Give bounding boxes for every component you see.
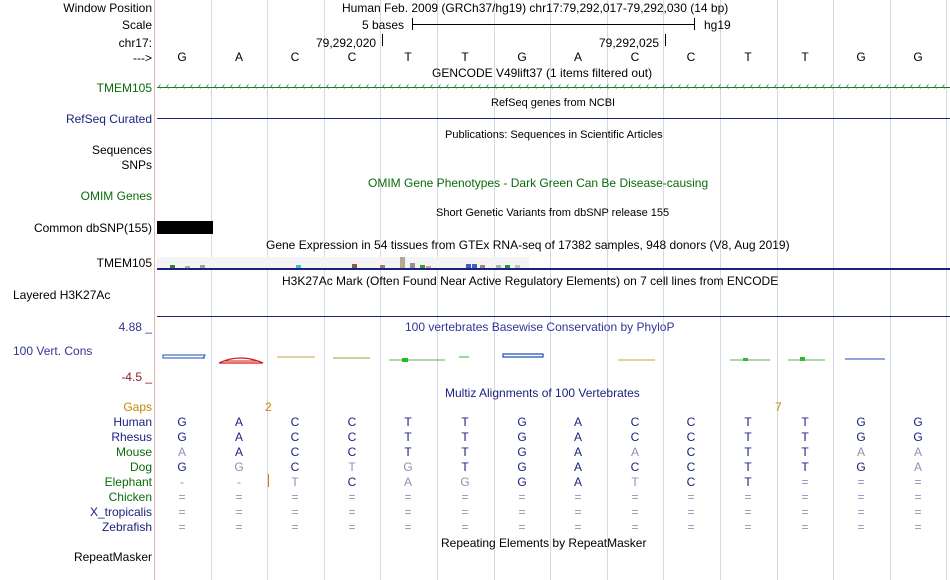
coord-tick-1 xyxy=(382,34,383,46)
aligned-base: G xyxy=(177,415,187,429)
strand-chevron: ‹ xyxy=(798,81,802,92)
aligned-base: G xyxy=(403,460,413,474)
strand-chevron: ‹ xyxy=(718,81,722,92)
strand-chevron: ‹ xyxy=(894,81,898,92)
aligned-base: G xyxy=(177,460,187,474)
multiz-track-title[interactable]: Multiz Alignments of 100 Vertebrates xyxy=(445,386,640,400)
strand-chevron: ‹ xyxy=(926,81,930,92)
strand-chevron: ‹ xyxy=(862,81,866,92)
strand-chevron: ‹ xyxy=(334,81,338,92)
strand-chevron: ‹ xyxy=(246,81,250,92)
aligned-base: C xyxy=(686,430,696,444)
gtex-gene-label[interactable]: TMEM105 xyxy=(96,256,152,270)
strand-chevron: ‹ xyxy=(294,81,298,92)
aligned-base: A xyxy=(573,475,582,489)
reference-base: C xyxy=(290,50,300,64)
strand-chevron: ‹ xyxy=(830,81,834,92)
strand-chevron: ‹ xyxy=(654,81,658,92)
aligned-base: C xyxy=(347,415,357,429)
aligned-base: = xyxy=(914,505,922,519)
refseq-gene-line[interactable] xyxy=(157,118,950,119)
phylop-min-value: -4.5 _ xyxy=(121,370,152,384)
aligned-base: G xyxy=(856,460,866,474)
strand-chevron: ‹ xyxy=(750,81,754,92)
strand-chevron: ‹ xyxy=(910,81,914,92)
db-text: hg19 xyxy=(704,18,731,32)
strand-chevron: ‹ xyxy=(326,81,330,92)
strand-chevron: ‹ xyxy=(646,81,650,92)
species-label[interactable]: Chicken xyxy=(108,490,152,504)
aligned-base: = xyxy=(801,475,809,489)
strand-chevron: ‹ xyxy=(270,81,274,92)
aligned-base: C xyxy=(686,445,696,459)
strand-chevron: ‹ xyxy=(302,81,306,92)
aligned-base: A xyxy=(177,445,186,459)
aligned-base: = xyxy=(574,490,582,504)
phylop-track-title[interactable]: 100 vertebrates Basewise Conservation by PhyloP xyxy=(405,320,675,334)
aligned-base: = xyxy=(857,505,865,519)
strand-chevron: ‹ xyxy=(806,81,810,92)
reference-base: G xyxy=(913,50,923,64)
aligned-base: A xyxy=(913,445,922,459)
strand-chevron: ‹ xyxy=(726,81,730,92)
aligned-base: = xyxy=(291,505,299,519)
reference-base: G xyxy=(177,50,187,64)
strand-chevron: ‹ xyxy=(254,81,258,92)
strand-chevron: ‹ xyxy=(190,81,194,92)
aligned-base: = xyxy=(518,520,526,534)
aligned-base: = xyxy=(744,490,752,504)
strand-chevron: ‹ xyxy=(454,81,458,92)
aligned-base: = xyxy=(687,505,695,519)
phylop-max-value: 4.88 _ xyxy=(118,320,152,334)
strand-chevron: ‹ xyxy=(494,81,498,92)
aligned-base: T xyxy=(461,460,469,474)
aligned-base: A xyxy=(403,475,412,489)
scale-bar xyxy=(412,24,695,25)
gtex-track-title[interactable]: Gene Expression in 54 tissues from GTEx RNA-seq of 17382 samples, 948 donors (V8, Aug 2019) xyxy=(266,238,790,252)
aligned-base: A xyxy=(234,445,243,459)
aligned-base: = xyxy=(348,490,356,504)
dbsnp-variant-block[interactable] xyxy=(157,221,213,234)
strand-chevron: ‹ xyxy=(934,81,938,92)
strand-chevron: ‹ xyxy=(446,81,450,92)
species-label[interactable]: Zebrafish xyxy=(101,520,152,534)
aligned-base: - xyxy=(237,475,241,489)
refseq-label[interactable]: RefSeq Curated xyxy=(65,112,152,126)
strand-chevron: ‹ xyxy=(462,81,466,92)
aligned-base: = xyxy=(857,520,865,534)
aligned-base: = xyxy=(744,520,752,534)
strand-chevron: ‹ xyxy=(846,81,850,92)
aligned-base: C xyxy=(290,430,300,444)
aligned-base: = xyxy=(404,520,412,534)
aligned-base: C xyxy=(290,445,300,459)
aligned-base: G xyxy=(913,415,923,429)
phylop-label[interactable]: 100 Vert. Cons xyxy=(13,344,93,358)
aligned-base: = xyxy=(178,520,186,534)
strand-chevron: ‹ xyxy=(582,81,586,92)
aligned-base: C xyxy=(347,475,357,489)
strand-chevron: ‹ xyxy=(310,81,314,92)
aligned-base: T xyxy=(801,430,809,444)
strand-chevron: ‹ xyxy=(382,81,386,92)
reference-base: C xyxy=(630,50,640,64)
strand-chevron: ‹ xyxy=(670,81,674,92)
strand-chevron: ‹ xyxy=(366,81,370,92)
aligned-base: T xyxy=(801,415,809,429)
strand-chevron: ‹ xyxy=(902,81,906,92)
aligned-base: G xyxy=(234,460,244,474)
aligned-base: A xyxy=(573,445,582,459)
strand-arrow-label: ---> xyxy=(133,51,152,65)
aligned-base: = xyxy=(914,490,922,504)
gap-insertion-marker xyxy=(268,474,269,487)
aligned-base: = xyxy=(914,475,922,489)
strand-chevron: ‹ xyxy=(438,81,442,92)
strand-chevron: ‹ xyxy=(222,81,226,92)
reference-base: T xyxy=(461,50,469,64)
aligned-base: T xyxy=(461,415,469,429)
species-label[interactable]: Mouse xyxy=(115,445,152,459)
strand-chevron: ‹ xyxy=(782,81,786,92)
aligned-base: = xyxy=(631,490,639,504)
strand-chevron: ‹ xyxy=(710,81,714,92)
aligned-base: G xyxy=(517,445,527,459)
strand-chevron: ‹ xyxy=(230,81,234,92)
dbsnp-label[interactable]: Common dbSNP(155) xyxy=(33,221,152,235)
strand-chevron: ‹ xyxy=(774,81,778,92)
aligned-base: T xyxy=(744,475,752,489)
aligned-base: = xyxy=(801,490,809,504)
aligned-base: T xyxy=(348,460,356,474)
strand-chevron: ‹ xyxy=(758,81,762,92)
strand-chevron: ‹ xyxy=(262,81,266,92)
strand-chevron: ‹ xyxy=(422,81,426,92)
strand-chevron: ‹ xyxy=(526,81,530,92)
aligned-base: G xyxy=(460,475,470,489)
aligned-base: G xyxy=(517,430,527,444)
aligned-base: T xyxy=(801,460,809,474)
aligned-base: A xyxy=(234,430,243,444)
aligned-base: = xyxy=(574,505,582,519)
strand-chevron: ‹ xyxy=(390,81,394,92)
strand-chevron: ‹ xyxy=(158,81,162,92)
strand-chevron: ‹ xyxy=(174,81,178,92)
coord-label-1: 79,292,020 xyxy=(316,36,377,50)
aligned-base: A xyxy=(573,460,582,474)
aligned-base: C xyxy=(630,430,640,444)
snps-label[interactable]: SNPs xyxy=(121,158,152,172)
reference-base: C xyxy=(686,50,696,64)
gap-count-1: 2 xyxy=(265,400,272,414)
aligned-base: = xyxy=(631,520,639,534)
aligned-base: G xyxy=(517,475,527,489)
strand-chevron: ‹ xyxy=(358,81,362,92)
aligned-base: C xyxy=(686,475,696,489)
aligned-base: = xyxy=(744,505,752,519)
strand-chevron: ‹ xyxy=(662,81,666,92)
strand-chevron: ‹ xyxy=(342,81,346,92)
strand-chevron: ‹ xyxy=(550,81,554,92)
aligned-base: = xyxy=(801,520,809,534)
aligned-base: = xyxy=(518,490,526,504)
coord-label-2: 79,292,025 xyxy=(599,36,660,50)
strand-chevron: ‹ xyxy=(678,81,682,92)
aligned-base: = xyxy=(235,520,243,534)
aligned-base: C xyxy=(290,460,300,474)
strand-chevron: ‹ xyxy=(566,81,570,92)
strand-chevron: ‹ xyxy=(398,81,402,92)
repeatmasker-track-title[interactable]: Repeating Elements by RepeatMasker xyxy=(441,536,647,550)
strand-chevron: ‹ xyxy=(510,81,514,92)
aligned-base: = xyxy=(348,505,356,519)
strand-chevron: ‹ xyxy=(166,81,170,92)
h3k27ac-track-title[interactable]: H3K27Ac Mark (Often Found Near Active Regulatory Elements) on 7 cell lines from ENCODE xyxy=(282,274,779,288)
aligned-base: C xyxy=(630,415,640,429)
aligned-base: T xyxy=(461,445,469,459)
reference-base: A xyxy=(234,50,243,64)
aligned-base: = xyxy=(631,505,639,519)
aligned-base: A xyxy=(856,445,865,459)
repeatmasker-label[interactable]: RepeatMasker xyxy=(73,550,152,564)
species-label[interactable]: X_tropicalis xyxy=(89,505,152,519)
aligned-base: = xyxy=(857,490,865,504)
aligned-base: = xyxy=(518,505,526,519)
coord-tick-2 xyxy=(665,34,666,46)
h3k27ac-baseline xyxy=(157,316,950,317)
aligned-base: = xyxy=(404,505,412,519)
strand-chevron: ‹ xyxy=(406,81,410,92)
strand-chevron: ‹ xyxy=(822,81,826,92)
strand-chevron: ‹ xyxy=(574,81,578,92)
gencode-gene-label[interactable]: TMEM105 xyxy=(96,81,152,95)
strand-chevron: ‹ xyxy=(638,81,642,92)
aligned-base: T xyxy=(404,415,412,429)
strand-chevron: ‹ xyxy=(182,81,186,92)
aligned-base: = xyxy=(914,520,922,534)
aligned-base: T xyxy=(744,460,752,474)
strand-chevron: ‹ xyxy=(790,81,794,92)
strand-chevron: ‹ xyxy=(598,81,602,92)
h3k27ac-label[interactable]: Layered H3K27Ac xyxy=(13,288,111,302)
aligned-base: = xyxy=(178,505,186,519)
strand-chevron: ‹ xyxy=(590,81,594,92)
aligned-base: G xyxy=(177,430,187,444)
aligned-base: G xyxy=(856,415,866,429)
assembly-position-text: Human Feb. 2009 (GRCh37/hg19) chr17:79,292,017-79,292,030 (14 bp) xyxy=(342,1,729,15)
aligned-base: T xyxy=(291,475,299,489)
gencode-track-title[interactable]: GENCODE V49lift37 (1 items filtered out) xyxy=(432,66,653,80)
strand-chevron: ‹ xyxy=(630,81,634,92)
strand-chevron: ‹ xyxy=(918,81,922,92)
species-label[interactable]: Dog xyxy=(129,460,152,474)
reference-base: G xyxy=(856,50,866,64)
gap-count-2: 7 xyxy=(775,400,782,414)
aligned-base: T xyxy=(631,475,639,489)
strand-chevron: ‹ xyxy=(318,81,322,92)
strand-chevron: ‹ xyxy=(374,81,378,92)
strand-chevron: ‹ xyxy=(198,81,202,92)
aligned-base: T xyxy=(744,445,752,459)
omim-label[interactable]: OMIM Genes xyxy=(80,189,152,203)
strand-chevron: ‹ xyxy=(206,81,210,92)
aligned-base: T xyxy=(461,430,469,444)
strand-chevron: ‹ xyxy=(286,81,290,92)
aligned-base: = xyxy=(857,475,865,489)
strand-chevron: ‹ xyxy=(430,81,434,92)
strand-chevron: ‹ xyxy=(734,81,738,92)
aligned-base: C xyxy=(686,415,696,429)
aligned-base: T xyxy=(801,445,809,459)
strand-chevron: ‹ xyxy=(478,81,482,92)
aligned-base: = xyxy=(178,490,186,504)
label-divider xyxy=(154,0,155,580)
gaps-label[interactable]: Gaps xyxy=(123,400,152,414)
dbsnp-track-title[interactable]: Short Genetic Variants from dbSNP release 155 xyxy=(436,207,670,219)
strand-chevron: ‹ xyxy=(278,81,282,92)
reference-base: T xyxy=(801,50,809,64)
aligned-base: G xyxy=(856,430,866,444)
aligned-base: A xyxy=(573,430,582,444)
strand-chevron: ‹ xyxy=(350,81,354,92)
strand-chevron: ‹ xyxy=(470,81,474,92)
strand-chevron: ‹ xyxy=(766,81,770,92)
aligned-base: = xyxy=(235,490,243,504)
strand-chevron: ‹ xyxy=(878,81,882,92)
aligned-base: T xyxy=(404,430,412,444)
window-position-label: Window Position xyxy=(63,1,152,15)
aligned-base: C xyxy=(630,460,640,474)
sequences-label[interactable]: Sequences xyxy=(91,143,152,157)
reference-base: T xyxy=(744,50,752,64)
reference-base: C xyxy=(347,50,357,64)
strand-chevron: ‹ xyxy=(238,81,242,92)
aligned-base: C xyxy=(347,430,357,444)
aligned-base: = xyxy=(801,505,809,519)
aligned-base: = xyxy=(461,520,469,534)
aligned-base: A xyxy=(573,415,582,429)
aligned-base: G xyxy=(517,415,527,429)
reference-base: A xyxy=(573,50,582,64)
strand-chevron: ‹ xyxy=(942,81,946,92)
aligned-base: A xyxy=(234,415,243,429)
aligned-base: = xyxy=(461,490,469,504)
strand-chevron: ‹ xyxy=(486,81,490,92)
strand-chevron: ‹ xyxy=(502,81,506,92)
species-label[interactable]: Human xyxy=(113,415,152,429)
aligned-base: = xyxy=(291,490,299,504)
strand-chevron: ‹ xyxy=(814,81,818,92)
strand-chevron: ‹ xyxy=(702,81,706,92)
omim-track-title[interactable]: OMIM Gene Phenotypes - Dark Green Can Be Disease-causing xyxy=(368,176,709,190)
phylop-wiggle[interactable] xyxy=(155,348,950,368)
aligned-base: C xyxy=(290,415,300,429)
strand-chevron: ‹ xyxy=(606,81,610,92)
refseq-track-title[interactable]: RefSeq genes from NCBI xyxy=(491,97,616,109)
reference-base: G xyxy=(517,50,527,64)
species-label[interactable]: Elephant xyxy=(104,475,152,489)
aligned-base: = xyxy=(461,505,469,519)
gtex-gene-line xyxy=(157,268,950,270)
aligned-base: T xyxy=(744,415,752,429)
aligned-base: T xyxy=(744,430,752,444)
aligned-base: A xyxy=(630,445,639,459)
aligned-base: A xyxy=(913,460,922,474)
strand-chevron: ‹ xyxy=(622,81,626,92)
aligned-base: = xyxy=(687,520,695,534)
strand-chevron: ‹ xyxy=(686,81,690,92)
strand-chevron: ‹ xyxy=(870,81,874,92)
strand-chevron: ‹ xyxy=(742,81,746,92)
species-label[interactable]: Rhesus xyxy=(111,430,152,444)
strand-chevron: ‹ xyxy=(886,81,890,92)
aligned-base: C xyxy=(686,460,696,474)
gtex-tissue-bar[interactable] xyxy=(400,257,405,268)
aligned-base: C xyxy=(347,445,357,459)
aligned-base: = xyxy=(404,490,412,504)
strand-chevron: ‹ xyxy=(214,81,218,92)
strand-chevron: ‹ xyxy=(614,81,618,92)
strand-chevron: ‹ xyxy=(542,81,546,92)
aligned-base: = xyxy=(348,520,356,534)
scale-label: Scale xyxy=(121,18,152,32)
aligned-base: = xyxy=(687,490,695,504)
aligned-base: T xyxy=(404,445,412,459)
aligned-base: = xyxy=(574,520,582,534)
aligned-base: G xyxy=(913,430,923,444)
reference-base: T xyxy=(404,50,412,64)
strand-chevron: ‹ xyxy=(414,81,418,92)
aligned-base: = xyxy=(291,520,299,534)
aligned-base: G xyxy=(517,460,527,474)
strand-chevron: ‹ xyxy=(838,81,842,92)
publications-track-title[interactable]: Publications: Sequences in Scientific Articles xyxy=(445,129,663,141)
aligned-base: = xyxy=(235,505,243,519)
scale-bar-right-tick xyxy=(694,18,695,30)
scale-text: 5 bases xyxy=(362,18,405,32)
strand-chevron: ‹ xyxy=(534,81,538,92)
chr-label: chr17: xyxy=(118,36,152,50)
strand-chevron: ‹ xyxy=(854,81,858,92)
aligned-base: - xyxy=(180,475,184,489)
strand-chevron: ‹ xyxy=(558,81,562,92)
strand-chevron: ‹ xyxy=(694,81,698,92)
strand-chevron: ‹ xyxy=(518,81,522,92)
